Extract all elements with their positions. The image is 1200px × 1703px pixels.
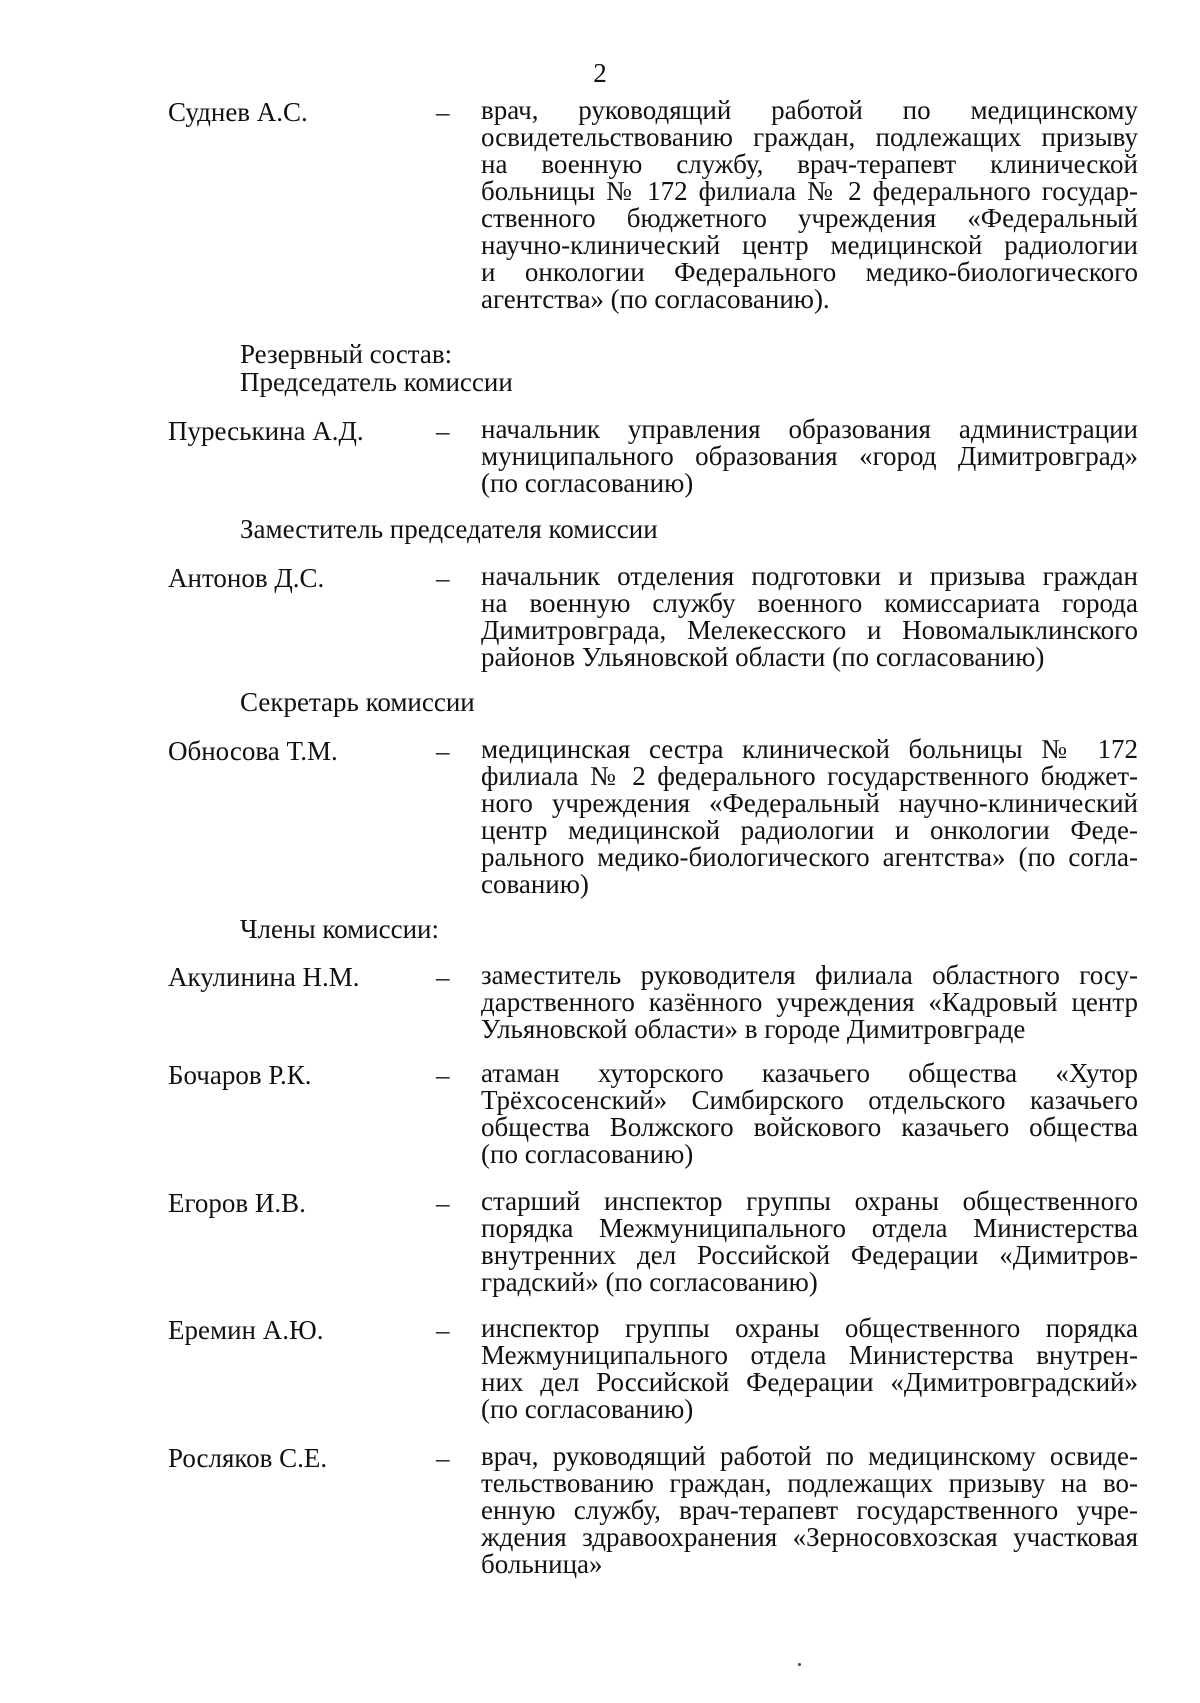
member-description bbox=[481, 563, 1138, 671]
description-line: ственного бюджетного учреждения «Федеральный bbox=[481, 203, 1138, 233]
dash-separator: – bbox=[436, 962, 450, 992]
description-line: рального медико-биологического агентства» (по согла- bbox=[481, 842, 1138, 872]
description-line: медицинская сестра клинической больницы № 172 bbox=[481, 734, 1138, 764]
description-line: Ульяновской области» в городе Димитровграде bbox=[481, 1014, 1026, 1044]
description-line: тельствованию граждан, подлежащих призыву на во- bbox=[481, 1468, 1138, 1498]
description-line: ного учреждения «Федеральный научно-клинический bbox=[481, 788, 1138, 818]
deputy-heading: Заместитель председателя комиссии bbox=[240, 514, 658, 544]
member-description bbox=[481, 1188, 1138, 1296]
description-line: них дел Российской Федерации «Димитровградский» bbox=[481, 1367, 1138, 1397]
description-line: градский» (по согласованию) bbox=[481, 1267, 818, 1297]
description-line: (по согласованию) bbox=[481, 468, 694, 498]
member-entry-sudnev bbox=[168, 97, 1138, 313]
description-line: Межмуниципального отдела Министерства внутрен- bbox=[481, 1340, 1138, 1370]
description-line: муниципального образования «город Димитровград» bbox=[481, 441, 1138, 471]
dash-separator: – bbox=[436, 1188, 450, 1218]
description-line: (по согласованию) bbox=[481, 1139, 694, 1169]
members-heading: Члены комиссии: bbox=[240, 914, 439, 944]
description-line: на военную службу, врач-терапевт клинической bbox=[481, 149, 1138, 179]
member-name: Егоров И.В. bbox=[168, 1188, 306, 1218]
member-entry bbox=[168, 1060, 1138, 1168]
description-line: общества Волжского войскового казачьего общества bbox=[481, 1112, 1138, 1142]
description-line: начальник отделения подготовки и призыва граждан bbox=[481, 561, 1138, 591]
description-line: заместитель руководителя филиала областного госу- bbox=[481, 960, 1138, 990]
description-line: агентства» (по согласованию). bbox=[481, 284, 830, 314]
description-line: научно-клинический центр медицинской радиологии bbox=[481, 230, 1138, 260]
description-line: сованию) bbox=[481, 869, 589, 899]
dash-separator: – bbox=[436, 736, 450, 766]
member-description bbox=[481, 416, 1138, 497]
member-name: Еремин А.Ю. bbox=[168, 1315, 324, 1345]
description-line: Трёхсосенский» Симбирского отдельского казачьего bbox=[481, 1085, 1138, 1115]
description-line: внутренних дел Российской Федерации «Димитров- bbox=[481, 1240, 1138, 1270]
member-name: Бочаров Р.К. bbox=[168, 1060, 312, 1090]
description-line: больницы № 172 филиала № 2 федерального государ- bbox=[481, 176, 1138, 206]
member-name: Акулинина Н.М. bbox=[168, 962, 360, 992]
description-line: центр медицинской радиологии и онкологии Феде- bbox=[481, 815, 1138, 845]
member-description bbox=[481, 962, 1138, 1043]
description-line: старший инспектор группы охраны общественного bbox=[481, 1186, 1138, 1216]
description-line: больница» bbox=[481, 1549, 603, 1579]
description-line: Димитровграда, Мелекесского и Новомалыклинского bbox=[481, 615, 1138, 645]
dash-separator: – bbox=[436, 1443, 450, 1473]
description-line: енную службу, врач-терапевт государственного учре- bbox=[481, 1495, 1138, 1525]
member-description bbox=[481, 1060, 1138, 1168]
scan-speck bbox=[798, 1663, 801, 1666]
member-entry bbox=[168, 1188, 1138, 1296]
description-line: порядка Межмуниципального отдела Министерства bbox=[481, 1213, 1138, 1243]
description-line: и онкологии Федерального медико-биологического bbox=[481, 257, 1138, 287]
description-line: ждения здравоохранения «Зерносовхозская участковая bbox=[481, 1522, 1138, 1552]
dash-separator: – bbox=[436, 97, 450, 127]
member-name: Обносова Т.М. bbox=[168, 736, 338, 766]
member-name: Антонов Д.С. bbox=[168, 563, 325, 593]
member-description bbox=[481, 97, 1138, 313]
chair-heading: Председатель комиссии bbox=[240, 367, 513, 397]
description-line: врач, руководящий работой по медицинскому bbox=[481, 95, 1138, 125]
member-description bbox=[481, 1315, 1138, 1423]
description-line: (по согласованию) bbox=[481, 1394, 694, 1424]
description-line: начальник управления образования администрации bbox=[481, 414, 1138, 444]
description-line: врач, руководящий работой по медицинскому освиде- bbox=[481, 1441, 1138, 1471]
description-line: атаман хуторского казачьего общества «Хутор bbox=[481, 1058, 1138, 1088]
member-name: Суднев А.С. bbox=[168, 97, 308, 127]
dash-separator: – bbox=[436, 416, 450, 446]
member-entry-deputy bbox=[168, 563, 1138, 671]
member-name: Пуреськина А.Д. bbox=[168, 416, 364, 446]
page-number: 2 bbox=[593, 58, 607, 88]
description-line: районов Ульяновской области (по согласованию) bbox=[481, 642, 1045, 672]
description-line: на военную службу военного комиссариата города bbox=[481, 588, 1138, 618]
member-entry bbox=[168, 1443, 1138, 1578]
member-entry-chair bbox=[168, 416, 1138, 497]
description-line: освидетельствованию граждан, подлежащих призыву bbox=[481, 122, 1138, 152]
member-description bbox=[481, 736, 1138, 898]
member-entry-secretary bbox=[168, 736, 1138, 898]
dash-separator: – bbox=[436, 1315, 450, 1345]
reserve-heading: Резервный состав: bbox=[240, 339, 453, 369]
description-line: филиала № 2 федерального государственного бюджет- bbox=[481, 761, 1138, 791]
secretary-heading: Секретарь комиссии bbox=[240, 687, 475, 717]
member-entry bbox=[168, 1315, 1138, 1423]
member-description bbox=[481, 1443, 1138, 1578]
member-name: Росляков С.Е. bbox=[168, 1443, 328, 1473]
dash-separator: – bbox=[436, 1060, 450, 1090]
description-line: дарственного казённого учреждения «Кадровый центр bbox=[481, 987, 1138, 1017]
dash-separator: – bbox=[436, 563, 450, 593]
member-entry bbox=[168, 962, 1138, 1043]
description-line: инспектор группы охраны общественного порядка bbox=[481, 1313, 1138, 1343]
